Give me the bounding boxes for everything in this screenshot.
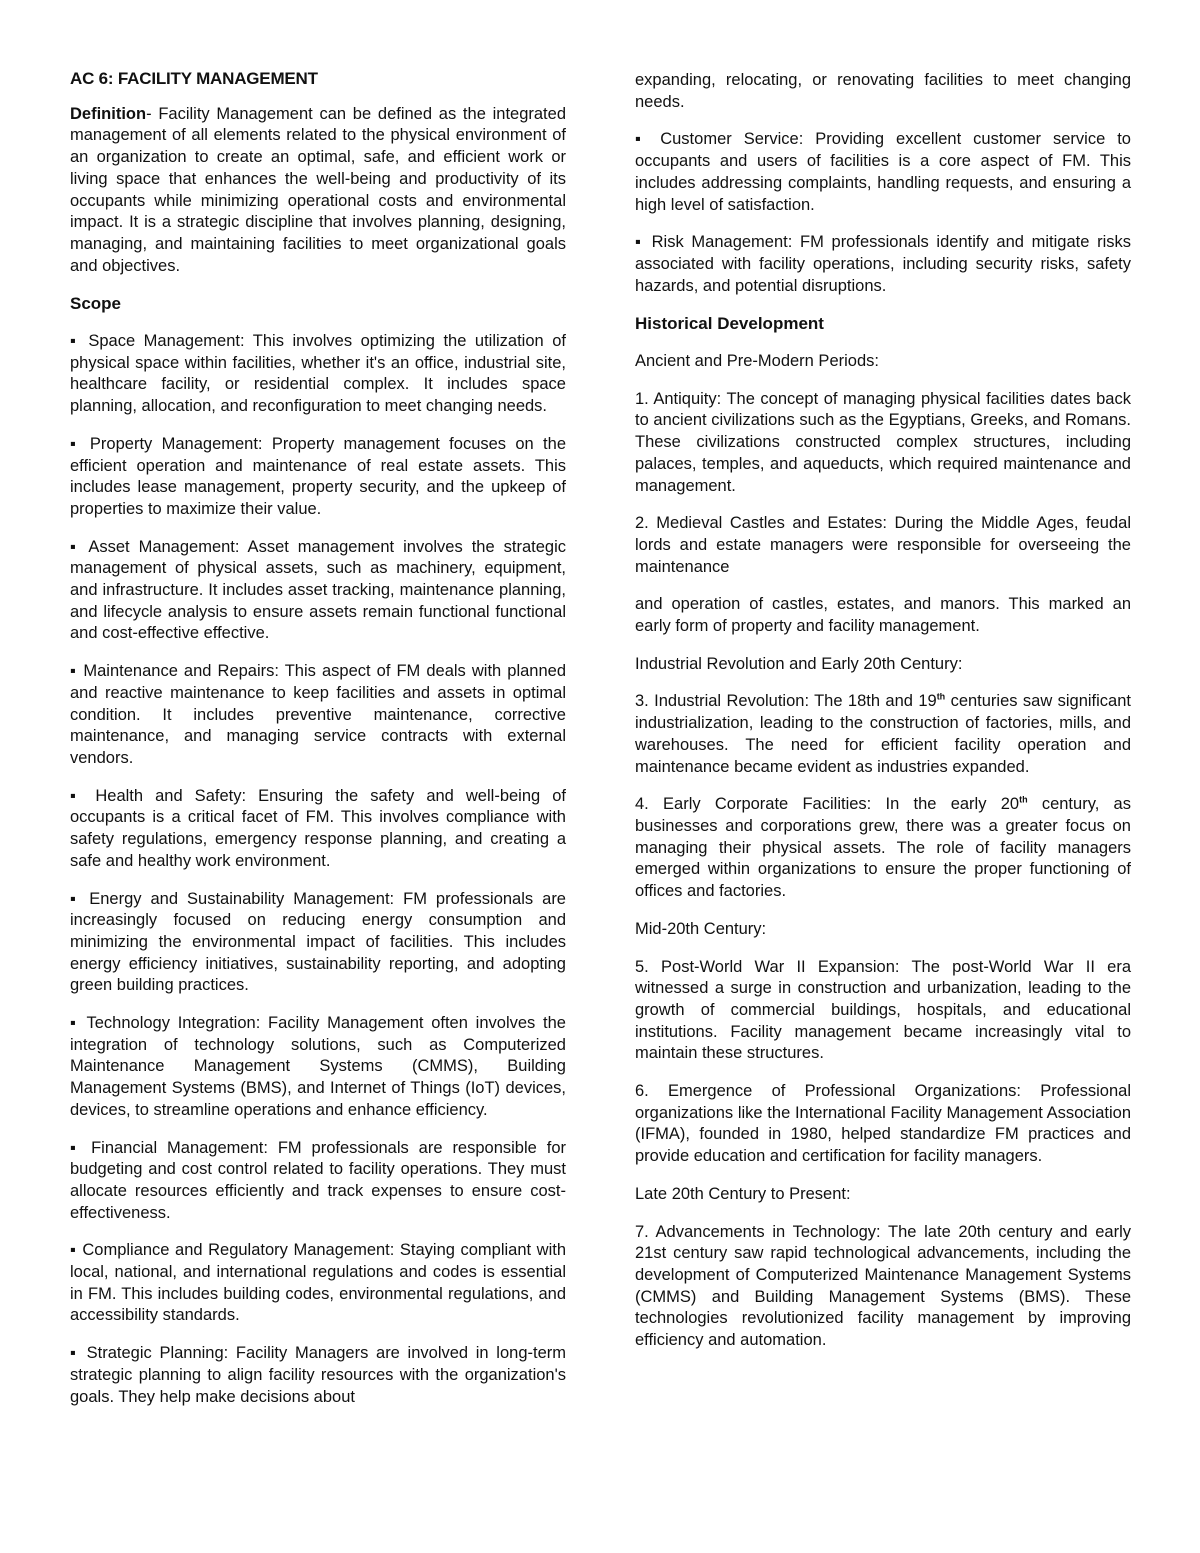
period-mid: Mid-20th Century: xyxy=(635,919,767,938)
definition-paragraph xyxy=(70,104,566,278)
history-item-4-text: 4. Early Corporate Facilities: In the early 20 xyxy=(635,795,1020,814)
scope-item-technology: ▪ Technology Integration: Facility Management often involves the integration of technology solutions, such as Computerized Maintenance Management Systems (CMMS), Building Management Systems (BMS), and Internet of Things (IoT) devices, devices, to streamline operations and enhance efficiency. xyxy=(70,1014,566,1119)
history-item-7: 7. Advancements in Technology: The late 20th century and early 21st century saw rapid technological advancements, including the development of Computerized Maintenance Management Systems (CMMS) and Building Management Systems (BMS). These technologies revolutionized facility management by improving efficiency and automation. xyxy=(635,1222,1131,1350)
definition-text: - Facility Management can be defined as the integrated management of all elements related to the physical environment of an organization to create an optimal, safe, and efficient work or living space that enhances the well-being and productivity of its occupants while minimizing operational costs and environmental impact. It is a strategic discipline that involves planning, designing, managing, and maintaining facilities to meet organizational goals and objectives. xyxy=(70,104,566,275)
history-item-5: 5. Post-World War II Expansion: The post-World War II era witnessed a surge in construction and urbanization, leading to the growth of commercial buildings, hospitals, and educational institutions. Facility management became increasingly vital to maintain these structures. xyxy=(635,957,1131,1063)
scope-item-property: ▪ Property Management: Property management focuses on the efficient operation and maintenance of real estate assets. This includes lease management, property security, and the upkeep of properties to maximize their value. xyxy=(70,434,566,518)
history-item-4 xyxy=(635,794,1131,903)
scope-item-space: ▪ Space Management: This involves optimizing the utilization of physical space within facilities, whether it's an office, industrial site, healthcare facility, or residential complex. It includes space planning, allocation, and reconfiguration to meet changing needs. xyxy=(70,332,566,416)
history-item-6: 6. Emergence of Professional Organizations: Professional organizations like the International Facility Management Association (IFMA), founded in 1980, helped standardize FM practices and provide education and certification for facility managers. xyxy=(635,1082,1131,1166)
history-item-2b: and operation of castles, estates, and manors. This marked an early form of property and facility management. xyxy=(635,595,1131,636)
history-item-2a: 2. Medieval Castles and Estates: During the Middle Ages, feudal lords and estate managers were responsible for overseeing the maintenance xyxy=(635,514,1131,576)
history-heading: Historical Development xyxy=(635,314,824,334)
history-item-3 xyxy=(635,691,1131,778)
scope-item-health-safety: ▪ Health and Safety: Ensuring the safety and well-being of occupants is a critical facet of FM. This involves compliance with safety regulations, emergency response planning, and creating a safe and healthy work environment. xyxy=(70,786,566,870)
scope-item-energy: ▪ Energy and Sustainability Management: FM professionals are increasingly focused on reducing energy consumption and minimizing the environmental impact of facilities. This includes energy efficiency initiatives, sustainability reporting, and adopting green building practices. xyxy=(70,889,566,995)
period-late: Late 20th Century to Present: xyxy=(635,1184,851,1203)
scope-item-strategic: ▪ Strategic Planning: Facility Managers are involved in long-term strategic planning to align facility resources with the organization's goals. They help make decisions about xyxy=(70,1344,566,1406)
scope-item-asset: ▪ Asset Management: Asset management involves the strategic management of physical assets, such as machinery, equipment, and infrastructure. It includes asset tracking, maintenance planning, and lifecycle analysis to ensure assets remain functional functional and cost-effective effective. xyxy=(70,537,566,643)
history-item-3-sup: th xyxy=(936,691,946,702)
scope-item-risk: ▪ Risk Management: FM professionals identify and mitigate risks associated with facility operations, including security risks, safety hazards, and potential disruptions. xyxy=(635,233,1131,295)
period-ancient: Ancient and Pre-Modern Periods: xyxy=(635,352,879,371)
scope-item-customer-service: ▪ Customer Service: Providing excellent customer service to occupants and users of facilities is a core aspect of FM. This includes addressing complaints, handling requests, and ensuring a high level of satisfaction. xyxy=(635,130,1131,214)
history-item-4-rest: century, as businesses and corporations grew, there was a greater focus on managing their physical assets. The role of facility managers emerged within organizations to ensure the proper functioning of offices and factories. xyxy=(635,795,1131,901)
scope-item-maintenance: ▪ Maintenance and Repairs: This aspect of FM deals with planned and reactive maintenance to keep facilities and assets in optimal condition. It includes preventive maintenance, corrective maintenance, and managing service contracts with external vendors. xyxy=(70,662,566,767)
scope-item-compliance: ▪ Compliance and Regulatory Management: Staying compliant with local, national, and international regulations and codes is essential in FM. This includes building codes, environmental regulations, and accessibility standards. xyxy=(70,1241,566,1325)
left-column xyxy=(70,68,566,1424)
scope-heading: Scope xyxy=(70,294,122,314)
history-item-4-sup: th xyxy=(1019,794,1028,805)
history-item-3-text: 3. Industrial Revolution: The 18th and 19 xyxy=(635,692,937,711)
history-item-1: 1. Antiquity: The concept of managing physical facilities dates back to ancient civilizations such as the Egyptians, Greeks, and Romans. These civilizations constructed complex structures, including palaces, temples, and aqueducts, which required maintenance and management. xyxy=(635,389,1131,495)
right-column xyxy=(635,70,1131,1368)
scope-item-financial: ▪ Financial Management: FM professionals are responsible for budgeting and cost control related to facility operations. They must allocate resources efficiently and track expenses to ensure cost-effectiveness. xyxy=(70,1138,566,1222)
definition-label: Definition xyxy=(70,104,147,123)
period-industrial: Industrial Revolution and Early 20th Century: xyxy=(635,654,963,673)
history-item-3-rest: centuries saw significant industrialization, leading to the construction of factories, mills, and warehouses. The need for efficient facility operation and maintenance became evident as industries expanded. xyxy=(635,692,1131,776)
strategic-continued: expanding, relocating, or renovating facilities to meet changing needs. xyxy=(635,71,1131,111)
document-title: AC 6: FACILITY MANAGEMENT xyxy=(70,69,318,88)
